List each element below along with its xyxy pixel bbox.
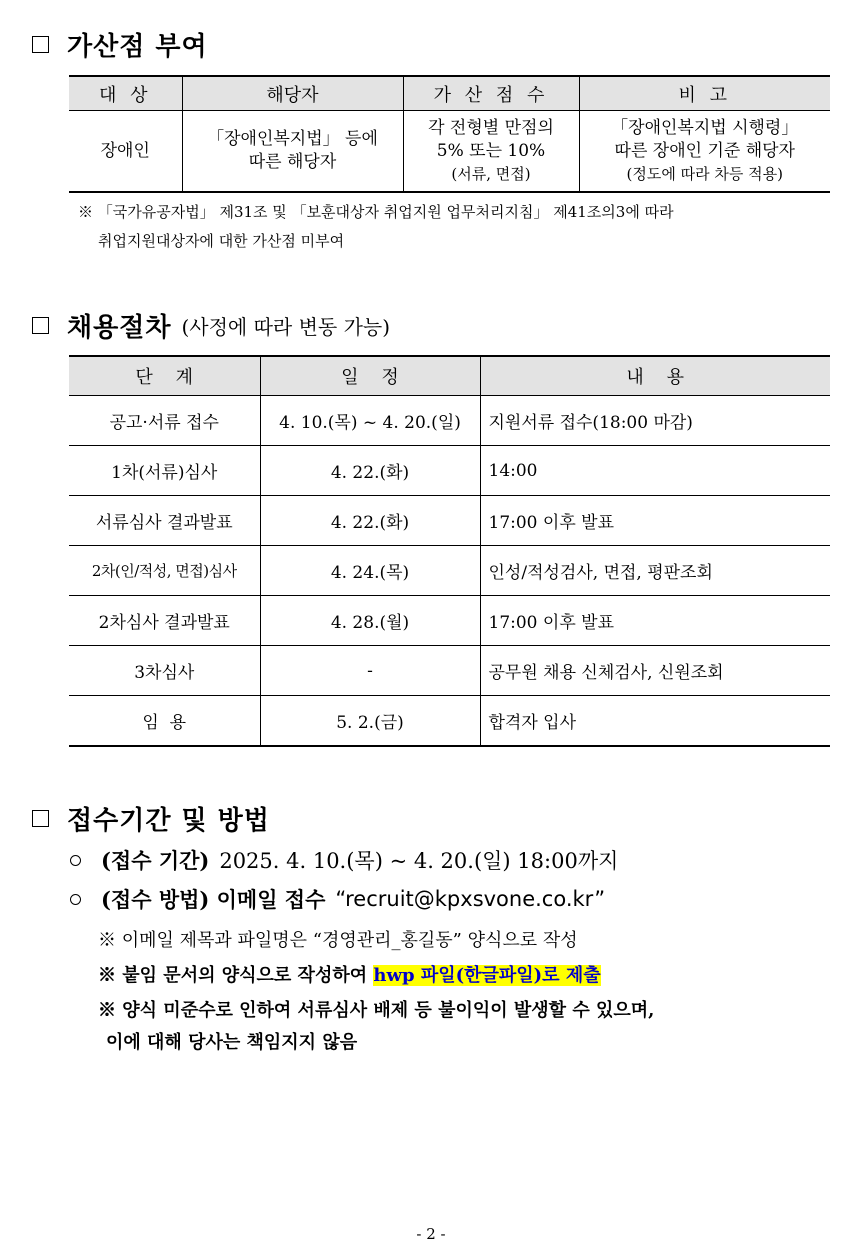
eligible-line1: 「장애인복지법」 등에 [207, 129, 378, 149]
method-email: “recruit@kpxsvone.co.kr” [335, 887, 606, 911]
points-line1: 각 전형별 만점의 [428, 117, 554, 138]
bullet-circle-icon [70, 894, 81, 905]
checkbox-icon [32, 36, 49, 53]
bullet-circle-icon [70, 855, 81, 866]
table-row [69, 496, 830, 546]
bonus-note [78, 198, 674, 256]
method-line [70, 884, 605, 914]
table-row [69, 396, 830, 446]
cell-stage: 서류심사 결과발표 [69, 496, 260, 546]
header-stage: 단 계 [69, 356, 260, 396]
process-table [69, 355, 830, 747]
points-line3: (서류, 면접) [451, 164, 531, 183]
table-header-row [69, 356, 830, 396]
header-remark: 비 고 [579, 76, 830, 111]
table-row [69, 696, 830, 747]
table-row [69, 646, 830, 696]
header-target: 대 상 [69, 76, 182, 111]
section-title-text: 가산점 부여 [67, 32, 208, 62]
cell-date: 4. 24.(목) [260, 546, 480, 596]
cell-date: 4. 22.(화) [260, 446, 480, 496]
cell-content: 합격자 입사 [480, 696, 830, 747]
method-note-3 [98, 996, 654, 1054]
checkbox-icon [32, 317, 49, 334]
period-line [70, 845, 618, 875]
method-label: (접수 방법) 이메일 접수 [101, 887, 326, 912]
cell-stage: 공고·서류 접수 [69, 396, 260, 446]
cell-date: - [260, 646, 480, 696]
method-note-3-line1: ※ 양식 미준수로 인하여 서류심사 배제 등 불이익이 발생할 수 있으며, [98, 1000, 655, 1021]
period-value: 2025. 4. 10.(목) ~ 4. 20.(일) 18:00까지 [219, 849, 619, 873]
method-note-2-highlight: hwp 파일(한글파일)로 제출 [373, 965, 601, 986]
cell-date: 4. 28.(월) [260, 596, 480, 646]
header-eligible: 해당자 [182, 76, 403, 111]
table-row [69, 596, 830, 646]
table-row [69, 111, 830, 193]
points-line2: 5% 또는 10% [436, 140, 546, 161]
cell-content: 인성/적성검사, 면접, 평판조회 [480, 546, 830, 596]
cell-points [403, 111, 579, 193]
method-note-2 [98, 961, 601, 987]
section-title-application [32, 800, 270, 837]
cell-content: 17:00 이후 발표 [480, 496, 830, 546]
cell-content: 공무원 채용 신체검사, 신원조회 [480, 646, 830, 696]
header-content: 내 용 [480, 356, 830, 396]
cell-eligible [182, 111, 403, 193]
remark-line2: 따른 장애인 기준 해당자 [614, 140, 795, 161]
section-title-bonus [32, 26, 208, 63]
cell-date: 4. 10.(목) ~ 4. 20.(일) [260, 396, 480, 446]
remark-line1: 「장애인복지법 시행령」 [611, 117, 799, 138]
cell-remark [579, 111, 830, 193]
cell-stage: 임 용 [69, 696, 260, 747]
table-row [69, 446, 830, 496]
method-note-3-line2: 이에 대해 당사는 책임지지 않음 [106, 1032, 358, 1053]
eligible-line2: 따른 해당자 [248, 152, 337, 172]
cell-target: 장애인 [69, 111, 182, 193]
cell-stage: 2차심사 결과발표 [69, 596, 260, 646]
header-date: 일 정 [260, 356, 480, 396]
cell-stage: 3차심사 [69, 646, 260, 696]
cell-content: 17:00 이후 발표 [480, 596, 830, 646]
header-points: 가 산 점 수 [403, 76, 579, 111]
bonus-points-table [69, 75, 830, 193]
method-note-1: ※ 이메일 제목과 파일명은 “경영관리_홍길동” 양식으로 작성 [98, 930, 578, 951]
cell-content: 지원서류 접수(18:00 마감) [480, 396, 830, 446]
section-subtitle: (사정에 따라 변동 가능) [181, 315, 391, 339]
method-note-2-prefix: ※ 붙임 문서의 양식으로 작성하여 [98, 965, 368, 986]
table-row [69, 546, 830, 596]
section-title-process [32, 307, 390, 344]
page-number: - 2 - [416, 1225, 446, 1243]
cell-content: 14:00 [480, 446, 830, 496]
cell-stage: 1차(서류)심사 [69, 446, 260, 496]
cell-date: 5. 2.(금) [260, 696, 480, 747]
bonus-note-line1: ※ 「국가유공자법」 제31조 및 「보훈대상자 취업지원 업무처리지침」 제41조의3에 따라 [78, 203, 674, 221]
cell-date: 4. 22.(화) [260, 496, 480, 546]
cell-stage: 2차(인/적성, 면접)심사 [69, 546, 260, 596]
checkbox-icon [32, 810, 49, 827]
table-header-row [69, 76, 830, 111]
section-title-text: 접수기간 및 방법 [67, 806, 270, 836]
bonus-note-line2: 취업지원대상자에 대한 가산점 미부여 [98, 232, 345, 250]
period-label: (접수 기간) [101, 848, 210, 873]
section-title-text: 채용절차 [67, 313, 172, 343]
remark-line3: (정도에 따라 차등 적용) [626, 164, 783, 183]
